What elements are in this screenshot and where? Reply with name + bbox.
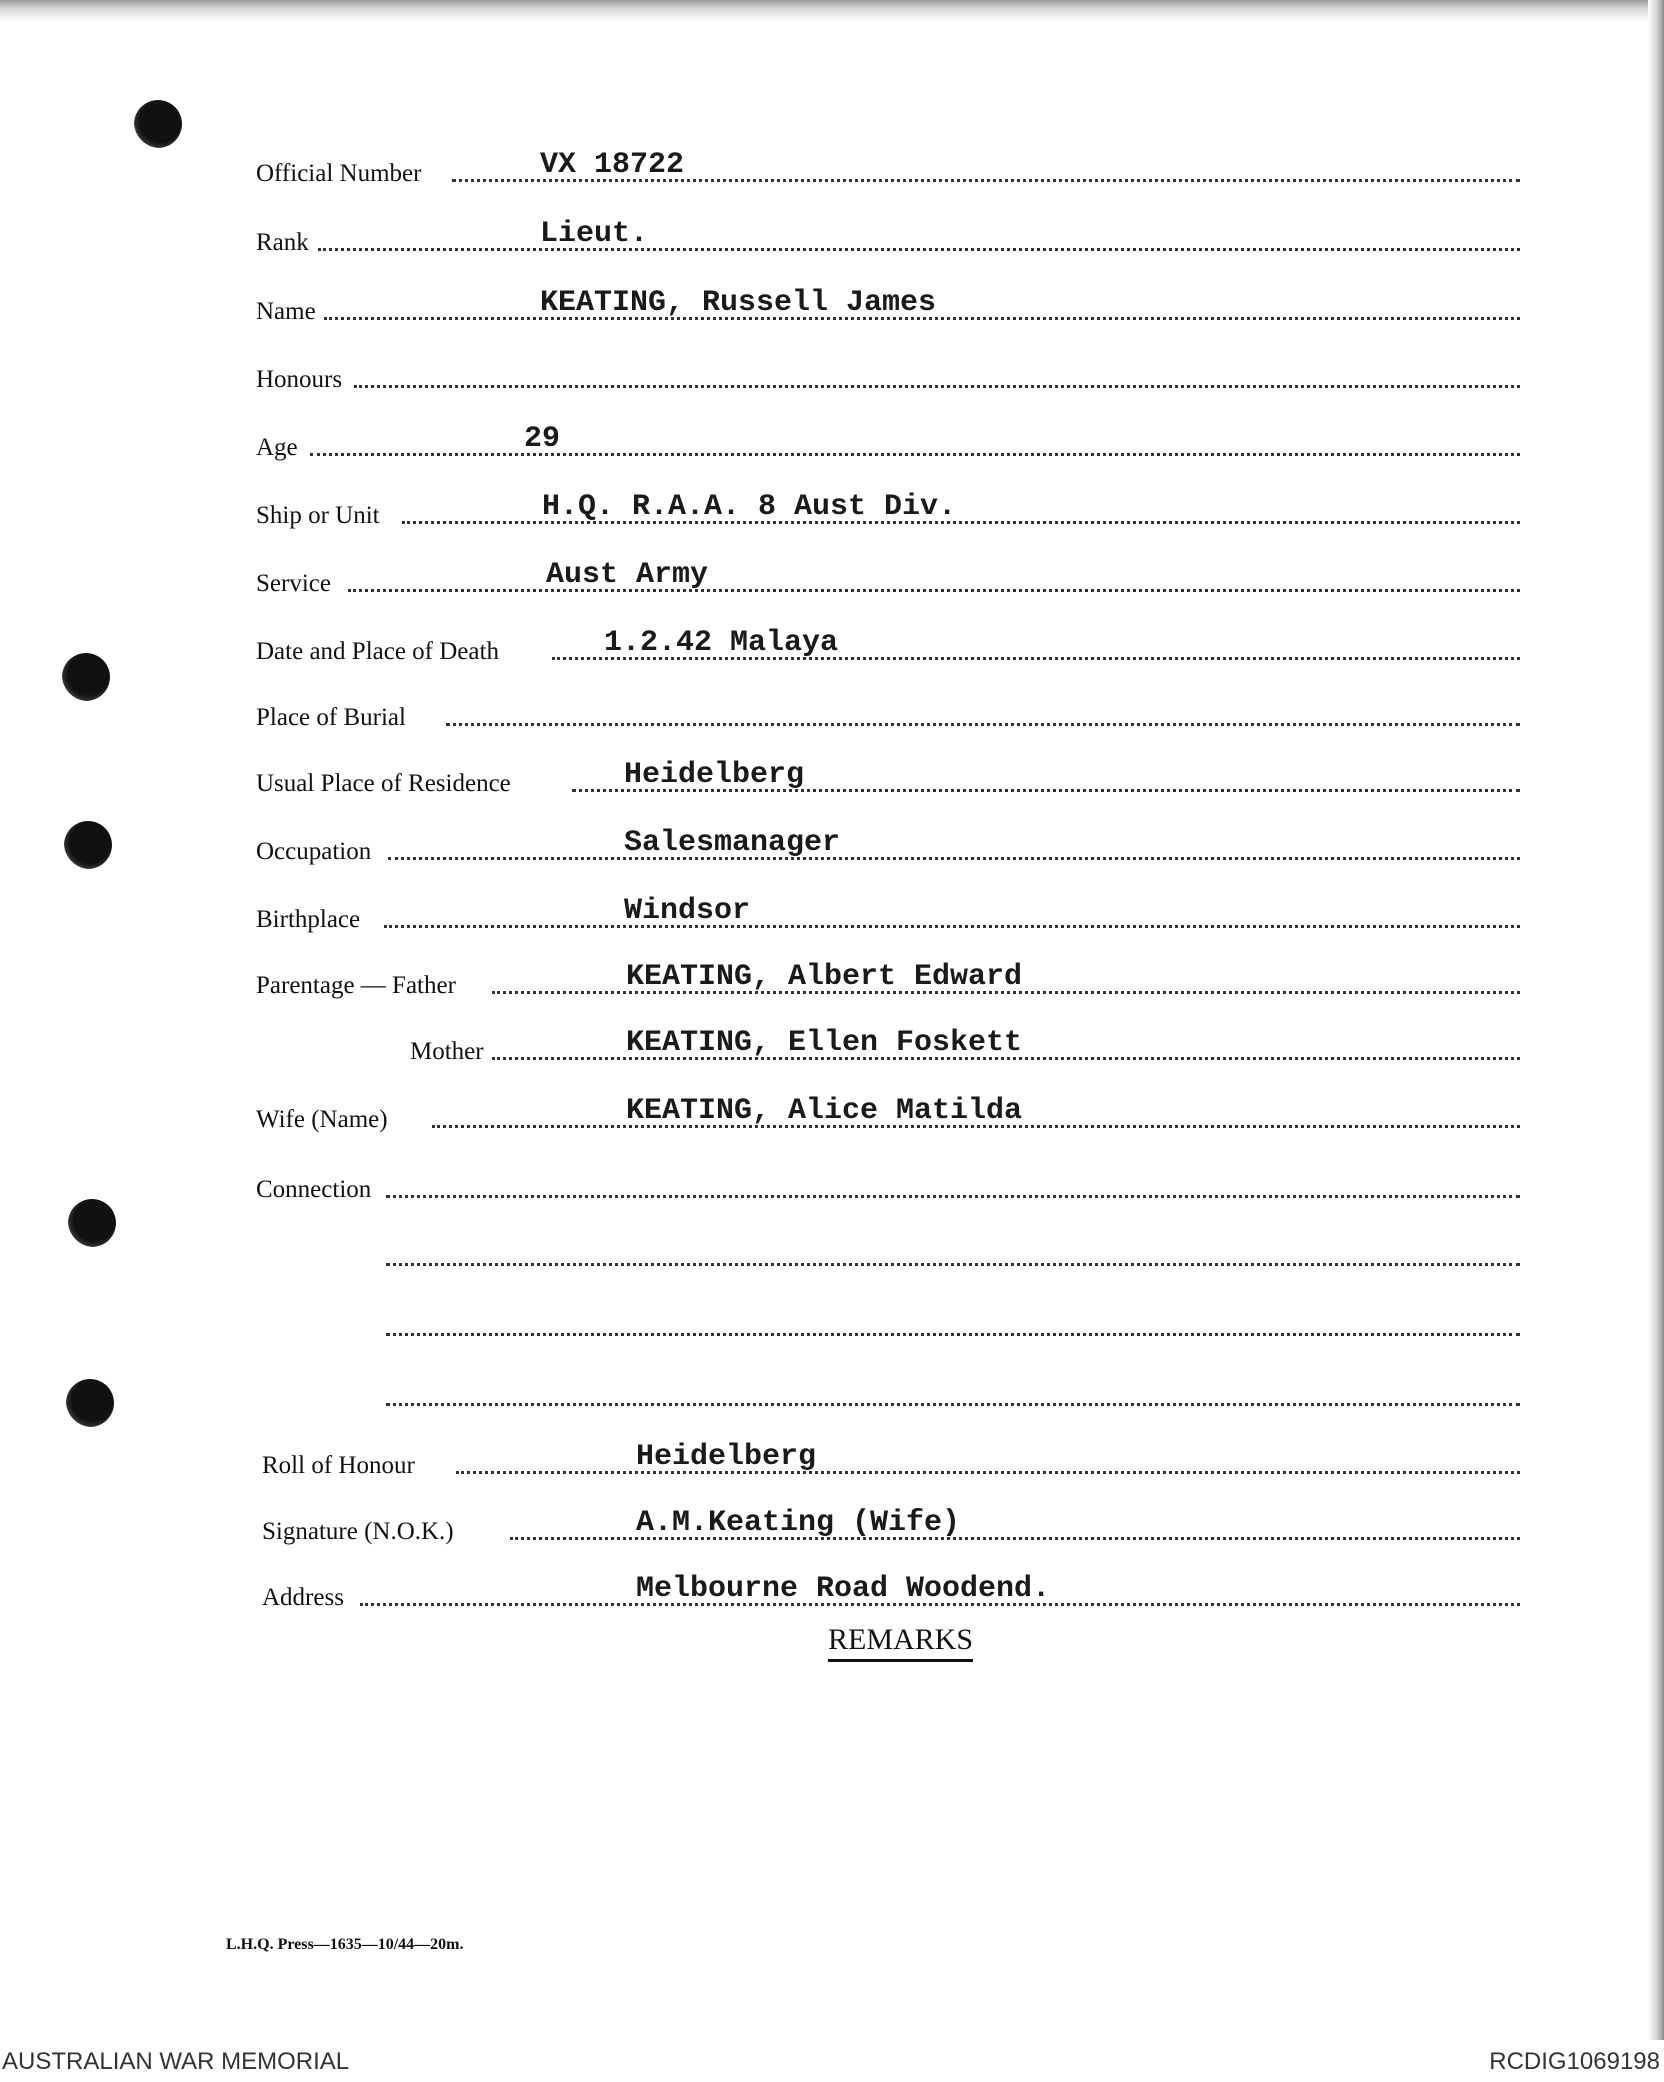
field-birthplace — [256, 894, 1520, 934]
punch-hole-icon — [68, 1199, 116, 1247]
dotted-rule — [354, 385, 1520, 388]
dotted-rule — [456, 1471, 1520, 1474]
field-value: Salesmanager — [624, 826, 841, 860]
field-value: Lieut. — [540, 217, 649, 251]
field-label: Place of Burial — [256, 704, 406, 731]
field-usual-residence — [256, 758, 1520, 798]
field-label: Age — [256, 434, 298, 461]
field-value: Windsor — [624, 894, 751, 928]
scan-edge-top — [0, 0, 1664, 22]
punch-hole-icon — [66, 1379, 114, 1427]
field-value: Aust Army — [546, 558, 709, 592]
connection-continuation-line — [386, 1232, 1520, 1272]
connection-continuation-line — [386, 1372, 1520, 1412]
field-value: KEATING, Ellen Foskett — [626, 1026, 1023, 1060]
field-value: VX 18722 — [540, 148, 685, 182]
field-place-of-burial — [256, 692, 1520, 732]
dotted-rule — [386, 1333, 1520, 1336]
field-value: KEATING, Albert Edward — [626, 960, 1023, 994]
footer-source: AUSTRALIAN WAR MEMORIAL — [2, 2048, 350, 2075]
field-value: 1.2.42 Malaya — [604, 626, 839, 660]
punch-hole-icon — [134, 100, 182, 148]
field-signature — [256, 1506, 1520, 1546]
field-roll-of-honour — [256, 1440, 1520, 1480]
field-rank — [256, 217, 1520, 257]
punch-hole-icon — [62, 653, 110, 701]
field-ship-or-unit — [256, 490, 1520, 530]
dotted-rule — [388, 857, 1520, 860]
field-label: Roll of Honour — [262, 1452, 415, 1479]
field-service — [256, 558, 1520, 598]
field-connection — [256, 1164, 1520, 1204]
dotted-rule — [318, 248, 1520, 251]
field-value: A.M.Keating (Wife) — [636, 1506, 961, 1540]
field-value: Heidelberg — [636, 1440, 817, 1474]
dotted-rule — [386, 1263, 1520, 1266]
field-name — [256, 286, 1520, 326]
field-label: Official Number — [256, 160, 422, 187]
field-label: Rank — [256, 229, 309, 256]
field-label: Parentage — Father — [256, 972, 456, 999]
footer-record-id: RCDIG1069198 — [1489, 2048, 1660, 2075]
field-occupation — [256, 826, 1520, 866]
dotted-rule — [348, 589, 1520, 592]
field-father — [256, 960, 1520, 1000]
field-address — [256, 1572, 1520, 1612]
field-label: Name — [256, 298, 316, 325]
scan-edge-right — [1648, 0, 1664, 2040]
field-label: Date and Place of Death — [256, 638, 499, 665]
press-mark: L.H.Q. Press—1635—10/44—20m. — [226, 1936, 464, 1953]
field-value: 29 — [524, 422, 561, 456]
field-wife — [256, 1094, 1520, 1134]
field-label: Ship or Unit — [256, 502, 380, 529]
field-label: Usual Place of Residence — [256, 770, 511, 797]
punch-hole-icon — [64, 821, 112, 869]
field-label: Connection — [256, 1176, 372, 1203]
field-age — [256, 422, 1520, 462]
field-label: Address — [262, 1584, 344, 1611]
field-value: H.Q. R.A.A. 8 Aust Div. — [542, 490, 957, 524]
field-value: KEATING, Alice Matilda — [626, 1094, 1023, 1128]
dotted-rule — [310, 453, 1520, 456]
dotted-rule — [446, 723, 1520, 726]
field-label: Signature (N.O.K.) — [262, 1518, 454, 1545]
connection-continuation-line — [386, 1302, 1520, 1342]
field-date-place-of-death — [256, 626, 1520, 666]
dotted-rule — [386, 1195, 1520, 1198]
field-value: KEATING, Russell James — [540, 286, 937, 320]
field-honours — [256, 354, 1520, 394]
field-label: Service — [256, 570, 331, 597]
field-value: Heidelberg — [624, 758, 805, 792]
field-label: Birthplace — [256, 906, 361, 933]
field-label: Wife (Name) — [256, 1106, 388, 1133]
field-label: Honours — [256, 366, 343, 393]
dotted-rule — [384, 925, 1520, 928]
dotted-rule — [386, 1403, 1520, 1406]
field-official-number — [256, 148, 1520, 188]
field-mother — [256, 1026, 1520, 1066]
field-value: Melbourne Road Woodend. — [636, 1572, 1051, 1606]
remarks-heading: REMARKS — [828, 1623, 973, 1662]
field-label: Occupation — [256, 838, 372, 865]
field-label: Mother — [410, 1038, 484, 1065]
